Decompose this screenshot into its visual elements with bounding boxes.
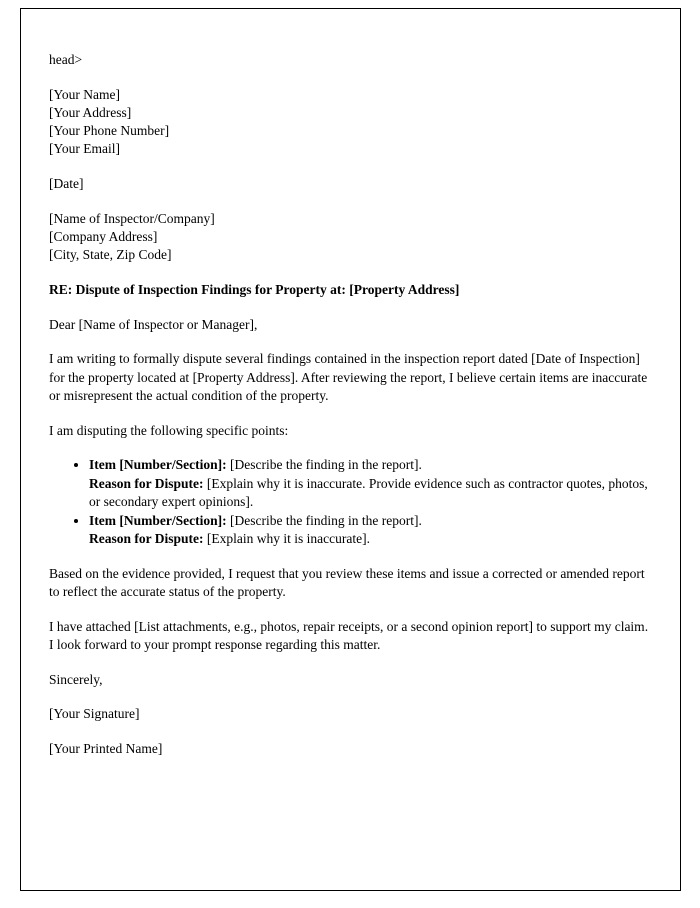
item-text: [Describe the finding in the report]. bbox=[226, 512, 422, 528]
sender-address-block bbox=[49, 86, 652, 158]
item-label: Item [Number/Section]: bbox=[89, 457, 227, 472]
list-item bbox=[89, 456, 652, 512]
recipient-name: [Name of Inspector/Company] bbox=[49, 211, 215, 226]
reason-text: [Explain why it is inaccurate. Provide evidence such as contractor quotes, photos, or secondary expert opinions]. bbox=[89, 475, 648, 509]
paragraph-intro: I am writing to formally dispute several findings contained in the inspection report dated [Date of Inspection] for the property located at [Property Address]. After reviewing the report, I believe certain items are inaccurate or misrepresent the actual condition of the property. bbox=[49, 351, 648, 403]
item-text: [Describe the finding in the report]. bbox=[226, 457, 422, 472]
recipient-city-state-zip: [City, State, Zip Code] bbox=[49, 247, 172, 262]
dispute-reason-line bbox=[89, 530, 652, 549]
reason-label: Reason for Dispute: bbox=[89, 531, 204, 546]
paragraph-points-lead: I am disputing the following specific points: bbox=[49, 422, 289, 438]
dispute-item-line bbox=[89, 512, 652, 531]
subject-line: RE: Dispute of Inspection Findings for Property at: [Property Address] bbox=[49, 282, 460, 297]
recipient-address: [Company Address] bbox=[49, 229, 158, 244]
dispute-points-list bbox=[49, 456, 652, 549]
printed-name-placeholder: [Your Printed Name] bbox=[49, 740, 163, 756]
letter-page bbox=[20, 8, 681, 891]
signature-placeholder: [Your Signature] bbox=[49, 706, 140, 721]
paragraph-request: Based on the evidence provided, I request that you review these items and issue a corrected or amended report to reflect the accurate status of the property. bbox=[49, 565, 645, 599]
dispute-reason-line bbox=[89, 475, 652, 512]
paragraph-attachments: I have attached [List attachments, e.g., photos, repair receipts, or a second opinion report] to support my claim. I look forward to your prompt response regarding this matter. bbox=[49, 618, 649, 652]
item-label: Item [Number/Section]: bbox=[89, 512, 227, 528]
stray-head-tag-text: head> bbox=[49, 52, 83, 67]
reason-text: [Explain why it is inaccurate]. bbox=[203, 531, 370, 546]
sender-phone: [Your Phone Number] bbox=[49, 123, 170, 138]
reason-label: Reason for Dispute: bbox=[89, 475, 204, 491]
sender-email: [Your Email] bbox=[49, 141, 121, 156]
sender-address: [Your Address] bbox=[49, 105, 132, 120]
salutation: Dear [Name of Inspector or Manager], bbox=[49, 316, 258, 332]
dispute-item-line bbox=[89, 456, 652, 475]
closing: Sincerely, bbox=[49, 671, 103, 687]
sender-name: [Your Name] bbox=[49, 87, 120, 102]
recipient-address-block bbox=[49, 210, 652, 264]
letter-date: [Date] bbox=[49, 176, 84, 191]
list-item bbox=[89, 512, 652, 549]
